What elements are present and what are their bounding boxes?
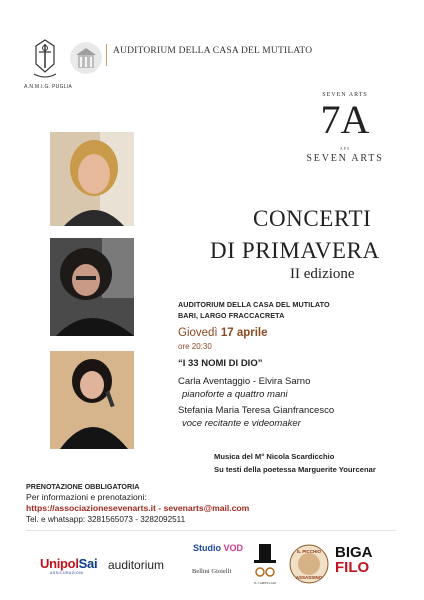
event-time: ore 20:30 <box>178 342 212 351</box>
event-date-prefix: Giovedì <box>178 327 218 339</box>
filo-word: FILO <box>335 559 370 576</box>
performer-names-2: Stefania Maria Teresa Gianfrancesco <box>178 405 335 416</box>
link-separator: - <box>158 503 162 513</box>
picchio-top-text: IL PICCHIO <box>297 549 321 554</box>
booking-heading: PRENOTAZIONE OBBLIGATORIA <box>26 482 140 491</box>
booking-info: Per informazioni e prenotazioni: <box>26 492 147 502</box>
seven-arts-top-label: SEVEN ARTS <box>322 92 368 98</box>
vod-word: VOD <box>223 543 244 553</box>
biga-word: BIGA <box>335 544 373 561</box>
event-title-line1: CONCERTI <box>253 206 372 231</box>
music-credit: Musica del M° Nicola Scardicchio <box>214 452 335 461</box>
footer-divider <box>26 530 396 531</box>
anmig-label: A.N.M.I.G. PUGLIA <box>24 84 73 90</box>
anmig-emblem-icon <box>30 38 60 80</box>
header-venue-title: AUDITORIUM DELLA CASA DEL MUTILATO <box>113 46 313 56</box>
sponsor-bigafilo-logo <box>335 545 373 575</box>
venue-line2: BARI, LARGO FRACCACRETA <box>178 311 285 320</box>
email-link[interactable]: sevenarts@mail.com <box>163 503 250 513</box>
event-date <box>178 327 268 339</box>
auditorium-building-icon <box>70 42 102 74</box>
performer-role-1: pianoforte a quattro mani <box>182 389 288 400</box>
sponsor-unipolsai-logo <box>40 556 97 571</box>
performer-role-2: voce recitante e videomaker <box>182 418 301 429</box>
website-link[interactable]: https://associazionesevenarts.it <box>26 503 156 513</box>
event-title-line2: DI PRIMAVERA <box>210 238 380 263</box>
seven-arts-aps: APS <box>339 146 351 151</box>
event-edition: II edizione <box>290 266 355 282</box>
sai-word: Sai <box>78 556 98 571</box>
performer-photo-1 <box>50 132 134 226</box>
sponsor-picchio-logo-icon <box>289 544 329 584</box>
sponsor-hat-logo-icon <box>250 542 280 586</box>
sponsor-bellini-logo: Bellini Gioielli <box>192 568 232 575</box>
sponsor-studiovod-logo <box>193 543 243 553</box>
performer-photo-3 <box>50 351 134 449</box>
venue-line1: AUDITORIUM DELLA CASA DEL MUTILATO <box>178 300 330 309</box>
performer-names-1: Carla Aventaggio - Elvira Sarno <box>178 376 311 387</box>
picchio-bottom-text: ASSASSINO <box>295 575 323 580</box>
studio-word: Studio <box>193 543 224 553</box>
unipol-word: Unipol <box>40 556 79 571</box>
header-divider <box>106 44 107 66</box>
seven-arts-bottom-label: SEVEN ARTS <box>306 153 384 164</box>
booking-phone: Tel. e whatsapp: 3281565073 - 3282092511 <box>26 515 186 524</box>
hat-logo-text: IL CAPPELLAIO <box>254 581 276 585</box>
performer-photo-2 <box>50 238 134 336</box>
event-date-day: 17 aprile <box>220 327 268 339</box>
sponsor-auditorium-logo: auditorium <box>108 558 165 572</box>
seven-arts-mark: 7A <box>320 97 370 142</box>
seven-arts-logo <box>300 92 390 184</box>
booking-links <box>26 503 249 513</box>
sponsor-unipolsai-sub: ASSICURAZIONI <box>50 571 84 575</box>
text-credit: Su testi della poetessa Marguerite Yourcenar <box>214 465 376 474</box>
event-work-title: “I 33 NOMI DI DIO” <box>178 358 263 369</box>
